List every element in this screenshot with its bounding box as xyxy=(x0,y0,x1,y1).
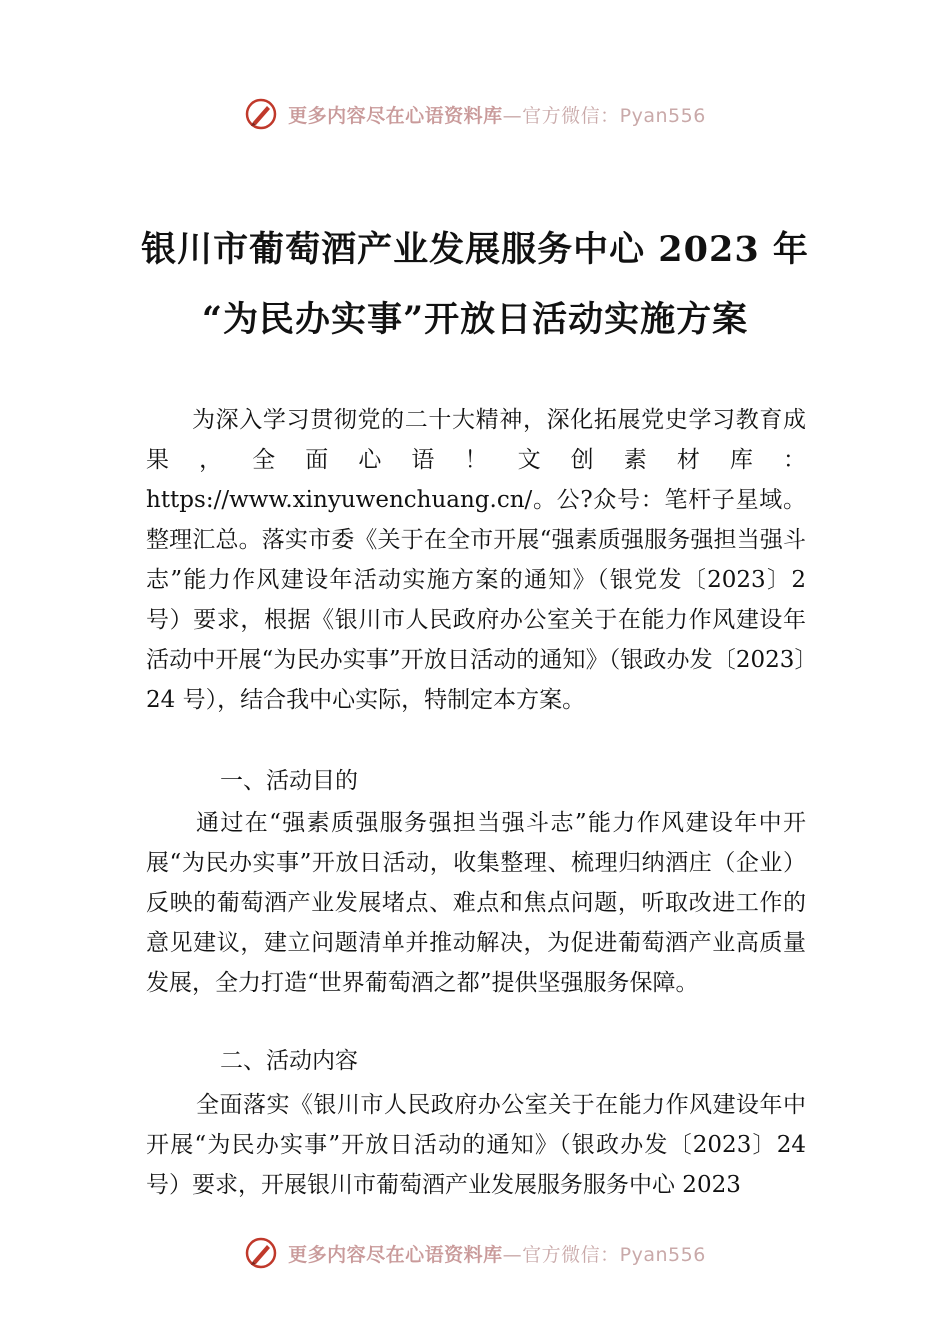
content-paragraph: 全面落实《银川市人民政府办公室关于在能力作风建设年中开展“为民办实事”开放日活动的通知》（银政办发〔2023〕24 号）要求，开展银川市葡萄酒产业发展服务服务中心 2023 xyxy=(146,1092,806,1198)
footer-watermark-text xyxy=(288,1240,706,1267)
purpose-paragraph: 通过在“强素质强服务强担当强斗志”能力作风建设年中开展“为民办实事”开放日活动，收集整理、梳理归纳酒庄（企业）反映的葡萄酒产业发展堵点、难点和焦点问题，听取改进工作的意见建议，建立问题清单并推动解决，为促进葡萄酒产业高质量发展，全力打造“世界葡萄酒之都”提供坚强服务保障。 xyxy=(146,810,806,996)
section-1-heading: 一、活动目的 xyxy=(220,768,358,794)
footer-brand: 更多内容尽在心语资料库 xyxy=(288,1243,503,1266)
intro-paragraph: 为深入学习贯彻党的二十大精神，深化拓展党史学习教育成果，全面心语！文创素材库：https://www.xinyuwenchuang.cn/。公?众号：笔杆子星域。整理汇总。落实市委《关于在全市开展“强素质强服务强担当强斗志”能力作风建设年活动实施方案的通知》（银党发〔2023〕2 号）要求，根据《银川市人民政府办公室关于在能力作风建设年活动中开展“为民办实事”开放日活动的通知》（银政办发〔2023〕24 号），结合我中心实际，特制定本方案。 xyxy=(146,407,806,713)
header-watermark-banner xyxy=(0,94,950,134)
pen-logo-icon xyxy=(244,1236,278,1270)
header-brand: 更多内容尽在心语资料库 xyxy=(288,104,503,127)
header-wechat: —官方微信：Pyan556 xyxy=(502,104,706,127)
footer-wechat: —官方微信：Pyan556 xyxy=(502,1243,706,1266)
document-title-line-1: 银川市葡萄酒产业发展服务中心 2023 年 xyxy=(141,229,809,270)
footer-watermark-banner xyxy=(0,1233,950,1273)
section-2-body xyxy=(146,1085,806,1205)
document-title-line-2: “为民办实事”开放日活动实施方案 xyxy=(201,299,749,340)
intro-section xyxy=(146,400,806,720)
pen-logo-icon xyxy=(244,97,278,131)
section-1-body xyxy=(146,803,806,1003)
header-watermark-text xyxy=(288,101,706,128)
section-2-heading: 二、活动内容 xyxy=(220,1048,358,1074)
